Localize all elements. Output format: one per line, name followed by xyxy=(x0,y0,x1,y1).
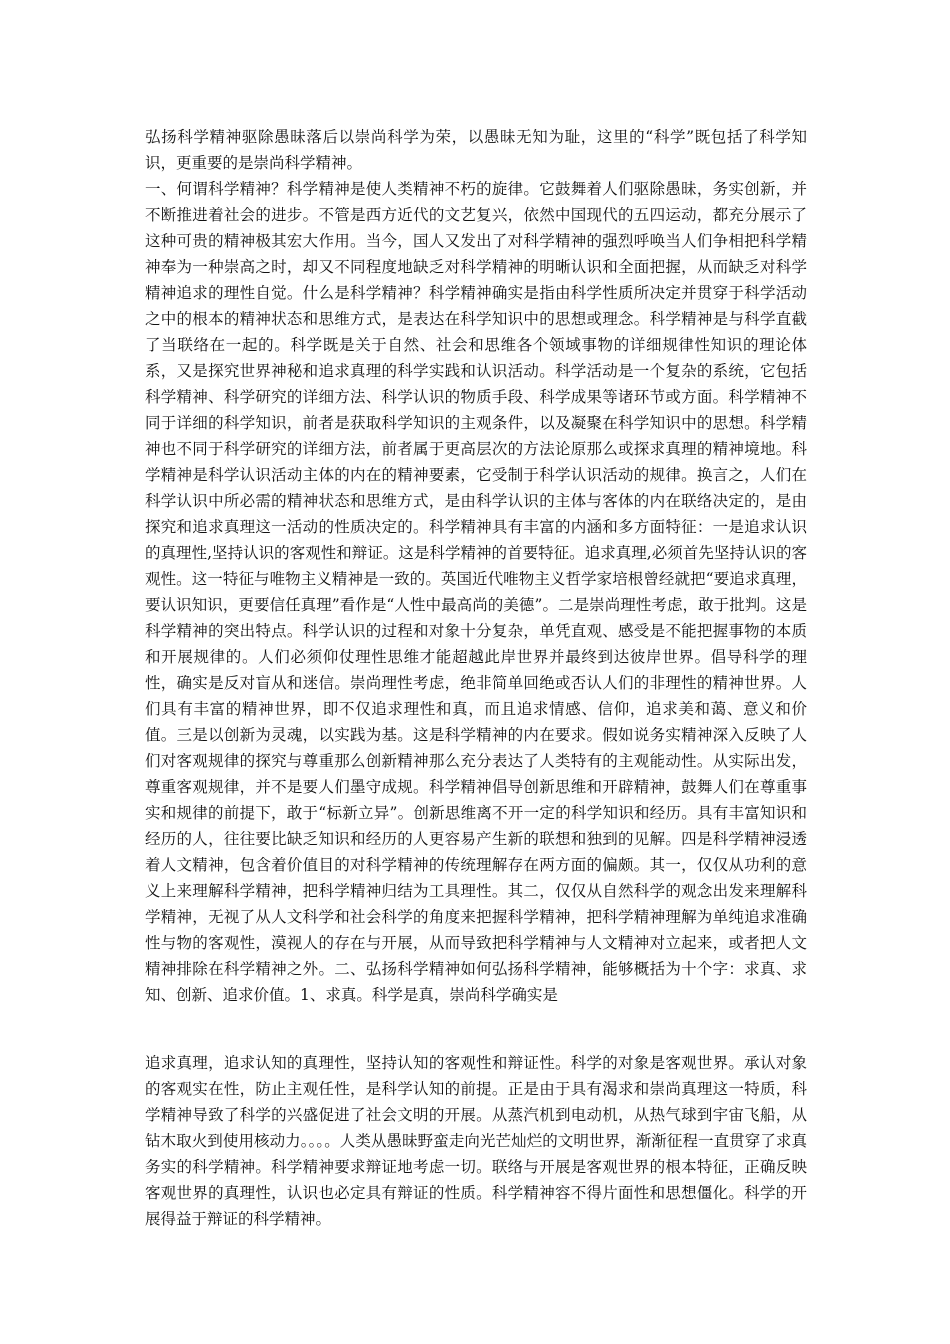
paragraph-body: 一、何谓科学精神？科学精神是使人类精神不朽的旋律。它鼓舞着人们驱除愚昧，务实创新，并不断推进着社会的进步。不管是西方近代的文艺复兴，依然中国现代的五四运动，都充分展示了这种可贵的精神极其宏大作用。当今，国人又发出了对科学精神的强烈呼唤当人们争相把科学精神奉为一种崇高之时，却又不同程度地缺乏对科学精神的明晰认识和全面把握，从而缺乏对科学精神追求的理性自觉。什么是科学精神？科学精神确实是指由科学性质所决定并贯穿于科学活动之中的根本的精神状态和思维方式，是表达在科学知识中的思想或理念。科学精神是与科学直截了当联络在一起的。科学既是关于自然、社会和思维各个领域事物的详细规律性知识的理论体系，又是探究世界神秘和追求真理的科学实践和认识活动。科学活动是一个复杂的系统，它包括科学精神、科学研究的详细方法、科学认识的物质手段、科学成果等诸环节或方面。科学精神不同于详细的科学知识，前者是获取科学知识的主观条件，以及凝聚在科学知识中的思想。科学精神也不同于科学研究的详细方法，前者属于更高层次的方法论原那么或探求真理的精神境地。科学精神是科学认识活动主体的内在的精神要素，它受制于科学认识活动的规律。换言之，人们在科学认识中所必需的精神状态和思维方式，是由科学认识的主体与客体的内在联络决定的，是由探究和追求真理这一活动的性质决定的。科学精神具有丰富的内涵和多方面特征：一是追求认识的真理性,坚持认识的客观性和辩证。这是科学精神的首要特征。追求真理,必须首先坚持认识的客观性。这一特征与唯物主义精神是一致的。英国近代唯物主义哲学家培根曾经就把“要追求真理，要认识知识，更要信任真理”看作是“人性中最高尚的美德”。二是崇尚理性考虑，敢于批判。这是科学精神的突出特点。科学认识的过程和对象十分复杂，单凭直观、感受是不能把握事物的本质和开展规律的。人们必须仰仗理性思维才能超越此岸世界并最终到达彼岸世界。倡导科学的理性，确实是反对盲从和迷信。崇尚理性考虑，绝非简单回绝或否认人们的非理性的精神世界。人们具有丰富的精神世界，即不仅追求理性和真，而且追求情感、信仰，追求美和蔼、意义和价值。三是以创新为灵魂，以实践为基。这是科学精神的内在要求。假如说务实精神深入反映了人们对客观规律的探究与尊重那么创新精神那么充分表达了人类特有的主观能动性。从实际出发，尊重客观规律，并不是要人们墨守成规。科学精神倡导创新思维和开辟精神，鼓舞人们在尊重事实和规律的前提下，敢于“标新立异”。创新思维离不开一定的科学知识和经历。具有丰富知识和经历的人，往往要比缺乏知识和经历的人更容易产生新的联想和独到的见解。四是科学精神浸透着人文精神，包含着价值目的对科学精神的传统理解存在两方面的偏颇。其一，仅仅从功利的意义上来理解科学精神，把科学精神归结为工具理性。其二，仅仅从自然科学的观念出发来理解科学精神，无视了从人文科学和社会科学的角度来把握科学精神，把科学精神理解为单纯追求准确性与物的客观性，漠视人的存在与开展，从而导致把科学精神与人文精神对立起来，或者把人文精神排除在科学精神之外。二、弘扬科学精神如何弘扬科学精神，能够概括为十个字：求真、求知、创新、追求价值。1、求真。科学是真，崇尚科学确实是 xyxy=(145,180,807,1004)
paragraph-continued: 追求真理，追求认知的真理性，坚持认知的客观性和辩证性。科学的对象是客观世界。承认对象的客观实在性，防止主观任性，是科学认知的前提。正是由于具有渴求和崇尚真理这一特质，科学精神导致了科学的兴盛促进了社会文明的开展。从蒸汽机到电动机，从热气球到宇宙飞船，从钻木取火到使用核动力。。。。人类从愚昧野蛮走向光芒灿烂的文明世界，渐渐征程一直贯穿了求真务实的科学精神。科学精神要求辩证地考虑一切。联络与开展是客观世界的根本特征，正确反映客观世界的真理性，认识也必定具有辩证的性质。科学精神容不得片面性和思想僵化。科学的开展得益于辩证的科学精神。 xyxy=(145,1054,807,1228)
text-block-continued xyxy=(145,1050,807,1232)
paragraph-intro: 弘扬科学精神驱除愚昧落后以崇尚科学为荣，以愚昧无知为耻，这里的“科学”既包括了科学知识，更重要的是崇尚科学精神。 xyxy=(145,128,807,172)
text-block-main xyxy=(145,124,807,1008)
